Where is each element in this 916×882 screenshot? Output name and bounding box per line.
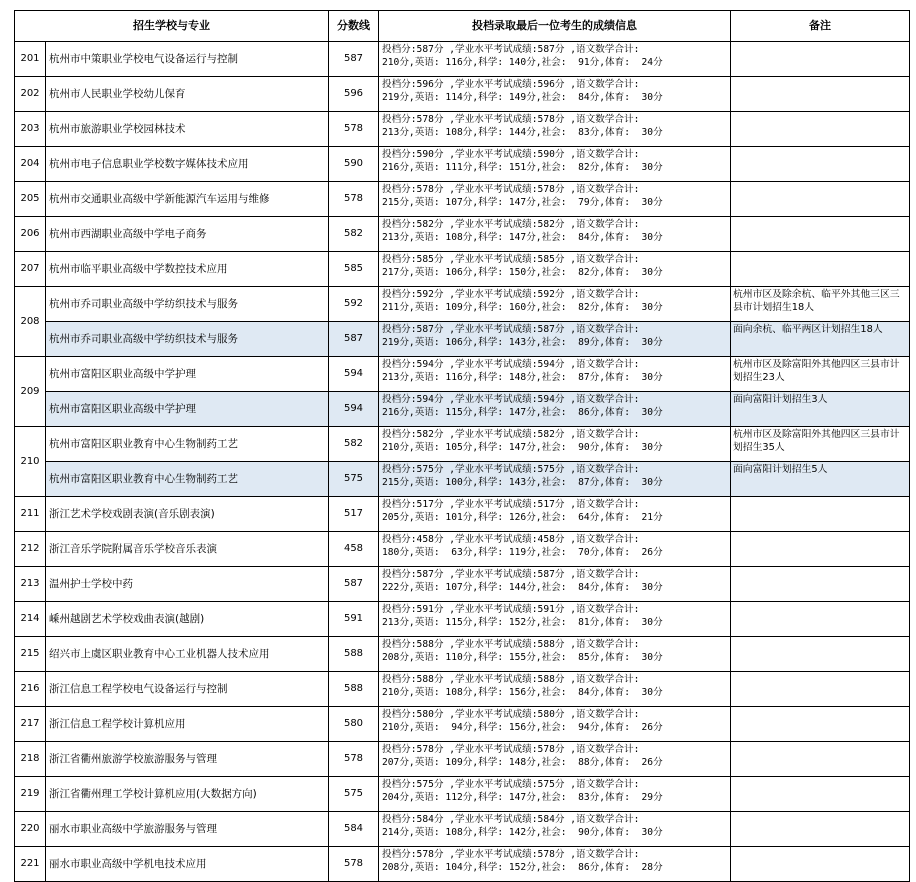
table-row <box>15 742 910 777</box>
table-row <box>15 812 910 847</box>
row-remark <box>731 742 910 777</box>
row-id: 201 <box>15 42 46 77</box>
table-row <box>15 707 910 742</box>
row-remark <box>731 497 910 532</box>
row-id: 207 <box>15 252 46 287</box>
table-row <box>15 497 910 532</box>
row-remark <box>731 252 910 287</box>
row-score: 578 <box>329 742 379 777</box>
info-line-2: 215分,英语: 107分,科学: 147分,社会: 79分,体育: 30分 <box>382 197 663 208</box>
row-remark <box>731 672 910 707</box>
row-score: 594 <box>329 357 379 392</box>
row-remark <box>731 847 910 882</box>
row-score: 580 <box>329 707 379 742</box>
row-school: 嵊州越剧艺术学校戏曲表演(越剧) <box>46 602 329 637</box>
row-info <box>379 392 731 427</box>
info-line-2: 222分,英语: 107分,科学: 144分,社会: 84分,体育: 30分 <box>382 582 663 593</box>
info-line-2: 216分,英语: 111分,科学: 151分,社会: 82分,体育: 30分 <box>382 162 663 173</box>
row-score: 585 <box>329 252 379 287</box>
row-remark: 杭州市区及除富阳外其他四区三县市计划招生35人 <box>731 427 910 462</box>
info-line-1: 投档分:588分 ,学业水平考试成绩:588分 ,语文数学合计: <box>382 639 640 650</box>
table-row <box>15 42 910 77</box>
row-school: 浙江信息工程学校计算机应用 <box>46 707 329 742</box>
info-line-2: 210分,英语: 108分,科学: 156分,社会: 84分,体育: 30分 <box>382 687 663 698</box>
row-info <box>379 777 731 812</box>
info-line-2: 208分,英语: 110分,科学: 155分,社会: 85分,体育: 30分 <box>382 652 663 663</box>
info-line-2: 210分,英语: 105分,科学: 147分,社会: 90分,体育: 30分 <box>382 442 663 453</box>
row-remark <box>731 532 910 567</box>
row-school: 杭州市富阳区职业高级中学护理 <box>46 357 329 392</box>
row-id: 208 <box>15 287 46 357</box>
row-id: 204 <box>15 147 46 182</box>
table-row <box>15 252 910 287</box>
row-info <box>379 147 731 182</box>
row-remark <box>731 42 910 77</box>
row-id: 211 <box>15 497 46 532</box>
info-line-1: 投档分:587分 ,学业水平考试成绩:587分 ,语文数学合计: <box>382 324 640 335</box>
row-info <box>379 532 731 567</box>
row-info <box>379 672 731 707</box>
row-score: 590 <box>329 147 379 182</box>
row-school: 绍兴市上虞区职业教育中心工业机器人技术应用 <box>46 637 329 672</box>
info-line-2: 216分,英语: 115分,科学: 147分,社会: 86分,体育: 30分 <box>382 407 663 418</box>
row-id: 218 <box>15 742 46 777</box>
table-row <box>15 637 910 672</box>
info-line-1: 投档分:578分 ,学业水平考试成绩:578分 ,语文数学合计: <box>382 114 640 125</box>
info-line-1: 投档分:578分 ,学业水平考试成绩:578分 ,语文数学合计: <box>382 849 640 860</box>
row-info <box>379 112 731 147</box>
table-row <box>15 567 910 602</box>
table-row <box>15 462 910 497</box>
row-info <box>379 217 731 252</box>
row-remark: 面向余杭、临平两区计划招生18人 <box>731 322 910 357</box>
row-remark <box>731 602 910 637</box>
row-school: 杭州市旅游职业学校园林技术 <box>46 112 329 147</box>
info-line-2: 219分,英语: 106分,科学: 143分,社会: 89分,体育: 30分 <box>382 337 663 348</box>
row-id: 209 <box>15 357 46 427</box>
row-info <box>379 847 731 882</box>
table-row <box>15 77 910 112</box>
info-line-1: 投档分:592分 ,学业水平考试成绩:592分 ,语文数学合计: <box>382 289 640 300</box>
header-remark: 备注 <box>731 11 910 42</box>
row-school: 杭州市乔司职业高级中学纺织技术与服务 <box>46 322 329 357</box>
info-line-2: 208分,英语: 104分,科学: 152分,社会: 86分,体育: 28分 <box>382 862 663 873</box>
row-score: 591 <box>329 602 379 637</box>
info-line-2: 213分,英语: 115分,科学: 152分,社会: 81分,体育: 30分 <box>382 617 663 628</box>
row-id: 215 <box>15 637 46 672</box>
table-row <box>15 427 910 462</box>
table-row <box>15 322 910 357</box>
row-score: 588 <box>329 637 379 672</box>
row-id: 206 <box>15 217 46 252</box>
info-line-2: 180分,英语: 63分,科学: 119分,社会: 70分,体育: 26分 <box>382 547 663 558</box>
row-info <box>379 497 731 532</box>
row-id: 202 <box>15 77 46 112</box>
row-score: 517 <box>329 497 379 532</box>
row-info <box>379 322 731 357</box>
header-school-major: 招生学校与专业 <box>15 11 329 42</box>
row-school: 杭州市临平职业高级中学数控技术应用 <box>46 252 329 287</box>
row-id: 219 <box>15 777 46 812</box>
row-id: 214 <box>15 602 46 637</box>
row-school: 浙江音乐学院附属音乐学校音乐表演 <box>46 532 329 567</box>
row-remark: 杭州市区及除余杭、临平外其他三区三县市计划招生18人 <box>731 287 910 322</box>
row-score: 587 <box>329 42 379 77</box>
row-remark <box>731 112 910 147</box>
info-line-1: 投档分:594分 ,学业水平考试成绩:594分 ,语文数学合计: <box>382 394 640 405</box>
row-id: 212 <box>15 532 46 567</box>
admission-table <box>14 10 910 882</box>
row-school: 杭州市交通职业高级中学新能源汽车运用与维修 <box>46 182 329 217</box>
row-remark: 面向富阳计划招生3人 <box>731 392 910 427</box>
table-row <box>15 217 910 252</box>
row-score: 588 <box>329 672 379 707</box>
row-school: 丽水市职业高级中学旅游服务与管理 <box>46 812 329 847</box>
row-info <box>379 462 731 497</box>
info-line-2: 213分,英语: 108分,科学: 147分,社会: 84分,体育: 30分 <box>382 232 663 243</box>
row-school: 浙江省衢州理工学校计算机应用(大数据方向) <box>46 777 329 812</box>
row-info <box>379 742 731 777</box>
row-school: 杭州市富阳区职业高级中学护理 <box>46 392 329 427</box>
row-info <box>379 42 731 77</box>
header-score: 分数线 <box>329 11 379 42</box>
row-remark <box>731 637 910 672</box>
row-score: 582 <box>329 427 379 462</box>
row-score: 582 <box>329 217 379 252</box>
info-line-2: 213分,英语: 108分,科学: 144分,社会: 83分,体育: 30分 <box>382 127 663 138</box>
table-row <box>15 147 910 182</box>
info-line-2: 204分,英语: 112分,科学: 147分,社会: 83分,体育: 29分 <box>382 792 663 803</box>
row-id: 203 <box>15 112 46 147</box>
info-line-2: 210分,英语: 116分,科学: 140分,社会: 91分,体育: 24分 <box>382 57 663 68</box>
row-id: 221 <box>15 847 46 882</box>
info-line-2: 217分,英语: 106分,科学: 150分,社会: 82分,体育: 30分 <box>382 267 663 278</box>
info-line-1: 投档分:587分 ,学业水平考试成绩:587分 ,语文数学合计: <box>382 569 640 580</box>
row-id: 220 <box>15 812 46 847</box>
row-school: 丽水市职业高级中学机电技术应用 <box>46 847 329 882</box>
info-line-1: 投档分:596分 ,学业水平考试成绩:596分 ,语文数学合计: <box>382 79 640 90</box>
row-info <box>379 182 731 217</box>
info-line-1: 投档分:578分 ,学业水平考试成绩:578分 ,语文数学合计: <box>382 184 640 195</box>
row-score: 587 <box>329 567 379 602</box>
info-line-1: 投档分:517分 ,学业水平考试成绩:517分 ,语文数学合计: <box>382 499 640 510</box>
row-remark <box>731 777 910 812</box>
row-score: 596 <box>329 77 379 112</box>
row-info <box>379 252 731 287</box>
row-info <box>379 812 731 847</box>
row-school: 浙江省衢州旅游学校旅游服务与管理 <box>46 742 329 777</box>
table-row <box>15 287 910 322</box>
row-remark <box>731 77 910 112</box>
row-id: 210 <box>15 427 46 497</box>
info-line-1: 投档分:582分 ,学业水平考试成绩:582分 ,语文数学合计: <box>382 429 640 440</box>
row-remark <box>731 567 910 602</box>
row-score: 594 <box>329 392 379 427</box>
info-line-2: 205分,英语: 101分,科学: 126分,社会: 64分,体育: 21分 <box>382 512 663 523</box>
info-line-1: 投档分:575分 ,学业水平考试成绩:575分 ,语文数学合计: <box>382 779 640 790</box>
table-header-row <box>15 11 910 42</box>
row-score: 578 <box>329 182 379 217</box>
row-info <box>379 357 731 392</box>
row-info <box>379 707 731 742</box>
info-line-2: 207分,英语: 109分,科学: 148分,社会: 88分,体育: 26分 <box>382 757 663 768</box>
row-score: 584 <box>329 812 379 847</box>
row-school: 杭州市西湖职业高级中学电子商务 <box>46 217 329 252</box>
table-row <box>15 602 910 637</box>
info-line-1: 投档分:588分 ,学业水平考试成绩:588分 ,语文数学合计: <box>382 674 640 685</box>
row-school: 杭州市富阳区职业教育中心生物制药工艺 <box>46 427 329 462</box>
row-score: 578 <box>329 112 379 147</box>
row-info <box>379 602 731 637</box>
info-line-2: 213分,英语: 116分,科学: 148分,社会: 87分,体育: 30分 <box>382 372 663 383</box>
table-row <box>15 777 910 812</box>
row-remark <box>731 812 910 847</box>
row-remark: 杭州市区及除富阳外其他四区三县市计划招生23人 <box>731 357 910 392</box>
row-info <box>379 637 731 672</box>
header-info: 投档录取最后一位考生的成绩信息 <box>379 11 731 42</box>
row-id: 216 <box>15 672 46 707</box>
row-school: 杭州市乔司职业高级中学纺织技术与服务 <box>46 287 329 322</box>
table-row <box>15 392 910 427</box>
row-school: 杭州市中策职业学校电气设备运行与控制 <box>46 42 329 77</box>
row-id: 205 <box>15 182 46 217</box>
row-school: 杭州市人民职业学校幼儿保育 <box>46 77 329 112</box>
row-info <box>379 567 731 602</box>
table-row <box>15 182 910 217</box>
table-row <box>15 532 910 567</box>
info-line-1: 投档分:580分 ,学业水平考试成绩:580分 ,语文数学合计: <box>382 709 640 720</box>
row-score: 587 <box>329 322 379 357</box>
info-line-2: 211分,英语: 109分,科学: 160分,社会: 82分,体育: 30分 <box>382 302 663 313</box>
row-score: 575 <box>329 777 379 812</box>
row-score: 458 <box>329 532 379 567</box>
row-score: 592 <box>329 287 379 322</box>
info-line-1: 投档分:582分 ,学业水平考试成绩:582分 ,语文数学合计: <box>382 219 640 230</box>
info-line-1: 投档分:590分 ,学业水平考试成绩:590分 ,语文数学合计: <box>382 149 640 160</box>
info-line-1: 投档分:591分 ,学业水平考试成绩:591分 ,语文数学合计: <box>382 604 640 615</box>
row-school: 温州护士学校中药 <box>46 567 329 602</box>
info-line-2: 210分,英语: 94分,科学: 156分,社会: 94分,体育: 26分 <box>382 722 663 733</box>
info-line-1: 投档分:594分 ,学业水平考试成绩:594分 ,语文数学合计: <box>382 359 640 370</box>
row-remark <box>731 707 910 742</box>
row-school: 杭州市电子信息职业学校数字媒体技术应用 <box>46 147 329 182</box>
row-id: 213 <box>15 567 46 602</box>
info-line-1: 投档分:578分 ,学业水平考试成绩:578分 ,语文数学合计: <box>382 744 640 755</box>
info-line-2: 214分,英语: 108分,科学: 142分,社会: 90分,体育: 30分 <box>382 827 663 838</box>
info-line-2: 219分,英语: 114分,科学: 149分,社会: 84分,体育: 30分 <box>382 92 663 103</box>
row-remark <box>731 217 910 252</box>
row-score: 578 <box>329 847 379 882</box>
table-row <box>15 672 910 707</box>
row-info <box>379 287 731 322</box>
info-line-1: 投档分:587分 ,学业水平考试成绩:587分 ,语文数学合计: <box>382 44 640 55</box>
row-school: 浙江艺术学校戏剧表演(音乐剧表演) <box>46 497 329 532</box>
table-row <box>15 357 910 392</box>
row-info <box>379 427 731 462</box>
info-line-1: 投档分:584分 ,学业水平考试成绩:584分 ,语文数学合计: <box>382 814 640 825</box>
row-remark <box>731 182 910 217</box>
row-info <box>379 77 731 112</box>
row-school: 浙江信息工程学校电气设备运行与控制 <box>46 672 329 707</box>
table-row <box>15 847 910 882</box>
table-row <box>15 112 910 147</box>
info-line-1: 投档分:575分 ,学业水平考试成绩:575分 ,语文数学合计: <box>382 464 640 475</box>
row-school: 杭州市富阳区职业教育中心生物制药工艺 <box>46 462 329 497</box>
row-remark <box>731 147 910 182</box>
row-id: 217 <box>15 707 46 742</box>
info-line-1: 投档分:458分 ,学业水平考试成绩:458分 ,语文数学合计: <box>382 534 640 545</box>
row-score: 575 <box>329 462 379 497</box>
info-line-1: 投档分:585分 ,学业水平考试成绩:585分 ,语文数学合计: <box>382 254 640 265</box>
row-remark: 面向富阳计划招生5人 <box>731 462 910 497</box>
info-line-2: 215分,英语: 100分,科学: 143分,社会: 87分,体育: 30分 <box>382 477 663 488</box>
